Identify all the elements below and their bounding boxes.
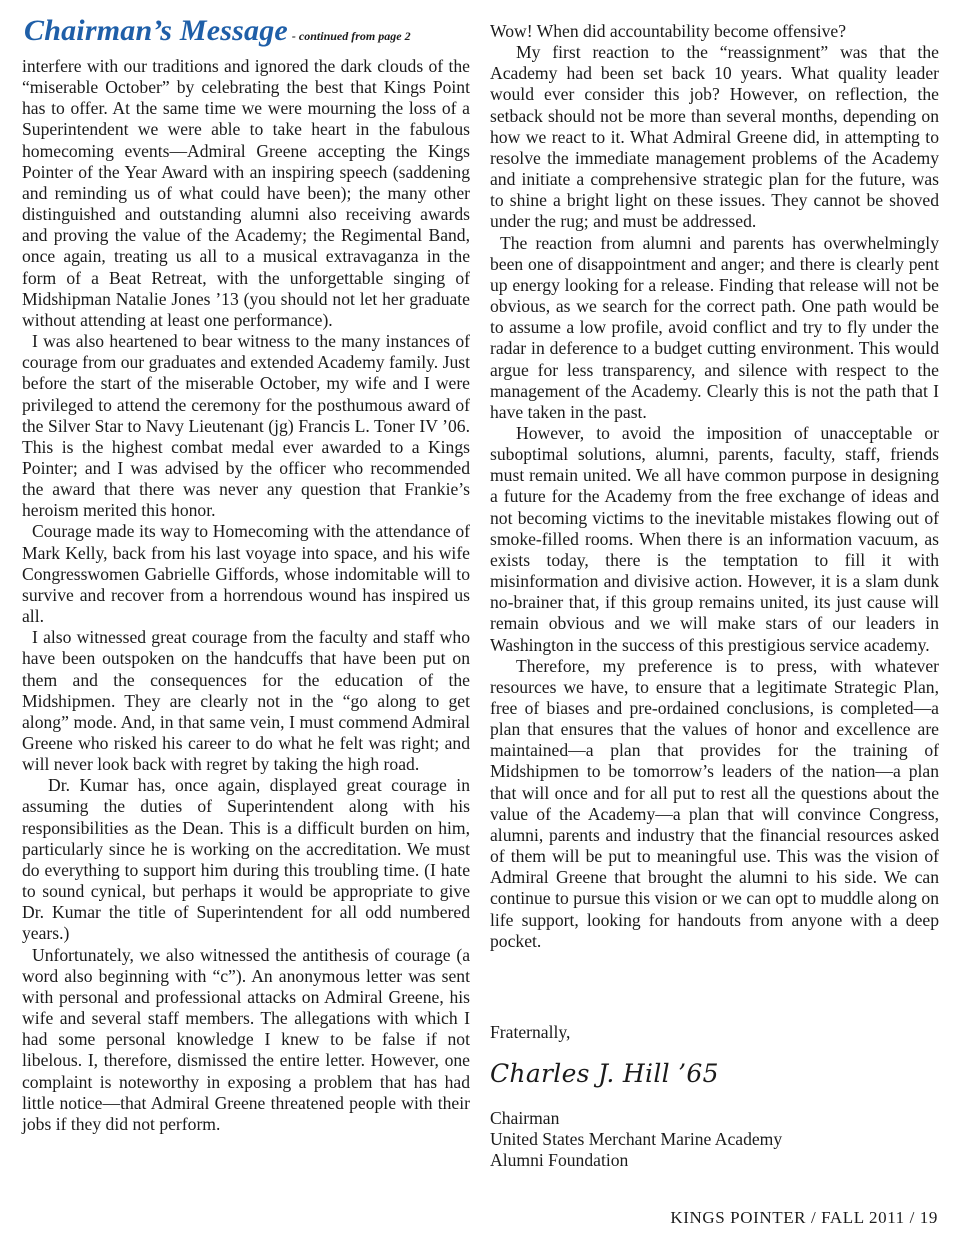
article-title: Chairman’s Message [24, 14, 288, 47]
signer-organization: United States Merchant Marine Academy [490, 1129, 783, 1150]
page-footer: KINGS POINTER / FALL 2011 / 19 [670, 1208, 938, 1227]
article-header [24, 14, 411, 48]
paragraph: I was also heartened to bear witness to the many instances of courage from our graduates and extended Academy family. Just before the start of the miserable October, my wife and I were privileged to attend the ceremony for the posthumous award of the Silver Star to Navy Lieutenant (jg) Francis L. Toner IV ’06. This is the highest combat medal ever awarded to a Kings Pointer; and I was advised by the officer who recommended the award that there was never any question that Frankie’s heroism merited this honor. [22, 331, 470, 521]
paragraph: I also witnessed great courage from the faculty and staff who have been outspoken on the handcuffs that have been put on them and the consequences for the education of the Midshipmen. They are clearly not in the “go along to get along” mode. And, in that same vein, I must commend Admiral Greene who risked his career to do what he felt was right; and will never look back with regret by taking the high road. [22, 627, 470, 775]
continued-note: - continued from page 2 [291, 29, 411, 43]
paragraph: Courage made its way to Homecoming with the attendance of Mark Kelly, back from his last voyage into space, and his wife Congresswomen Gabrielle Giffords, whose indomitable will to survive and recover from a horrendous wound has inspired us all. [22, 521, 470, 627]
paragraph: Wow! When did accountability become offensive? [490, 21, 847, 41]
signature: Charles J. Hill ’65 [490, 1059, 719, 1088]
paragraph: Therefore, my preference is to press, with whatever resources we have, to ensure that a legitimate Strategic Plan, free of biases and pre-ordained conclusions, is completed—a plan that ensures that the values of honor and excellence are maintained—a plan that provides for the training of Midshipmen to be tomorrow’s leaders of the nation—a plan that will once and for all put to rest all the questions about the value of the Academy—a plan that will convince Congress, alumni, parents and industry that the financial resources asked of them will be put to meaningful use. This was the vision of Admiral Greene that brought the alumni to his side. We can continue to pursue this vision or we can opt to muddle along on life support, looking for handouts from anyone with a deep pocket. [490, 655, 939, 951]
signer-title: Chairman [490, 1108, 560, 1128]
paragraph: My first reaction to the “reassignment” was that the Academy had been set back 10 years. What quality leader would ever consider this job? However, on reflection, the setback should not be more than several months, depending on how we react to it. What Admiral Greene did, in attempting to resolve the immediate management problems of the Academy and initiate a comprehensive strategic plan for the future, was to shine a bright light on these issues. They cannot be shoved under the rug; and must be addressed. [490, 42, 939, 232]
paragraph: interfere with our traditions and ignored the dark clouds of the “miserable October” by celebrating the best that Kings Point has to offer. At the same time we were mourning the loss of a Superintendent we were able to take heart in the fabulous homecoming events—Admiral Greene accepting the Kings Pointer of the Year Award with an inspiring speech (saddening and reminding us of what could have been); the many other distinguished and outstanding alumni also receiving awards and proving the value of the Academy; the Regimental Band, once again, treating us all to a musical extravaganza in the form of a Beat Retreat, with the unforgettable singing of Midshipman Natalie Jones ’13 (you should not let her graduate without attending at least one performance). [22, 56, 470, 330]
left-column [22, 56, 470, 1135]
paragraph: Unfortunately, we also witnessed the antithesis of courage (a word also beginning with “c”). An anonymous letter was sent with personal and professional attacks on Admiral Greene, his wife and several staff members. The allegations with which I had some personal knowledge I knew to be false if not libelous. I, therefore, dismissed the entire letter. However, one complaint is noteworthy in exposing a problem that has had little notice—that Admiral Greene threatened people with their jobs if they did not perform. [22, 944, 470, 1134]
right-column [490, 21, 939, 952]
signer-organization-line2: Alumni Foundation [490, 1150, 629, 1171]
paragraph: Dr. Kumar has, once again, displayed great courage in assuming the duties of Superintendent along with his responsibilities as the Dean. This is a difficult burden on him, particularly since he is working on the accreditation. We must do everything to support him during this troubling time. (I hate to sound cynical, but perhaps it would be appropriate to give Dr. Kumar the title of Superintendent for all odd numbered years.) [22, 775, 470, 944]
signer-block [490, 1108, 939, 1171]
closing: Fraternally, [490, 1022, 571, 1042]
paragraph: However, to avoid the imposition of unacceptable or suboptimal solutions, alumni, parents, faculty, staff, friends must remain united. We all have common purpose in designing a future for the Academy from the free exchange of ideas and not becoming victims to the inevitable mistakes flowing out of smoke-filled rooms. When there is an information vacuum, as exists today, there is the temptation to fill it with misinformation and divisive action. However, it is a slam dunk no-brainer that, if this group remains united, its just cause will remain obvious and we will make stars of our leaders in Washington in the success of this prestigious service academy. [490, 422, 939, 655]
paragraph: The reaction from alumni and parents has overwhelmingly been one of disappointment and anger; and there is clearly pent up energy looking for a release. Finding that release will not be obvious, as we search for the correct path. One path would be to assume a low profile, avoid conflict and try to fly under the radar in deference to a budget cutting environment. This would argue for less transparency, and silence with respect to the management of the Academy. Clearly this is not the path that I have taken in the past. [490, 232, 939, 422]
